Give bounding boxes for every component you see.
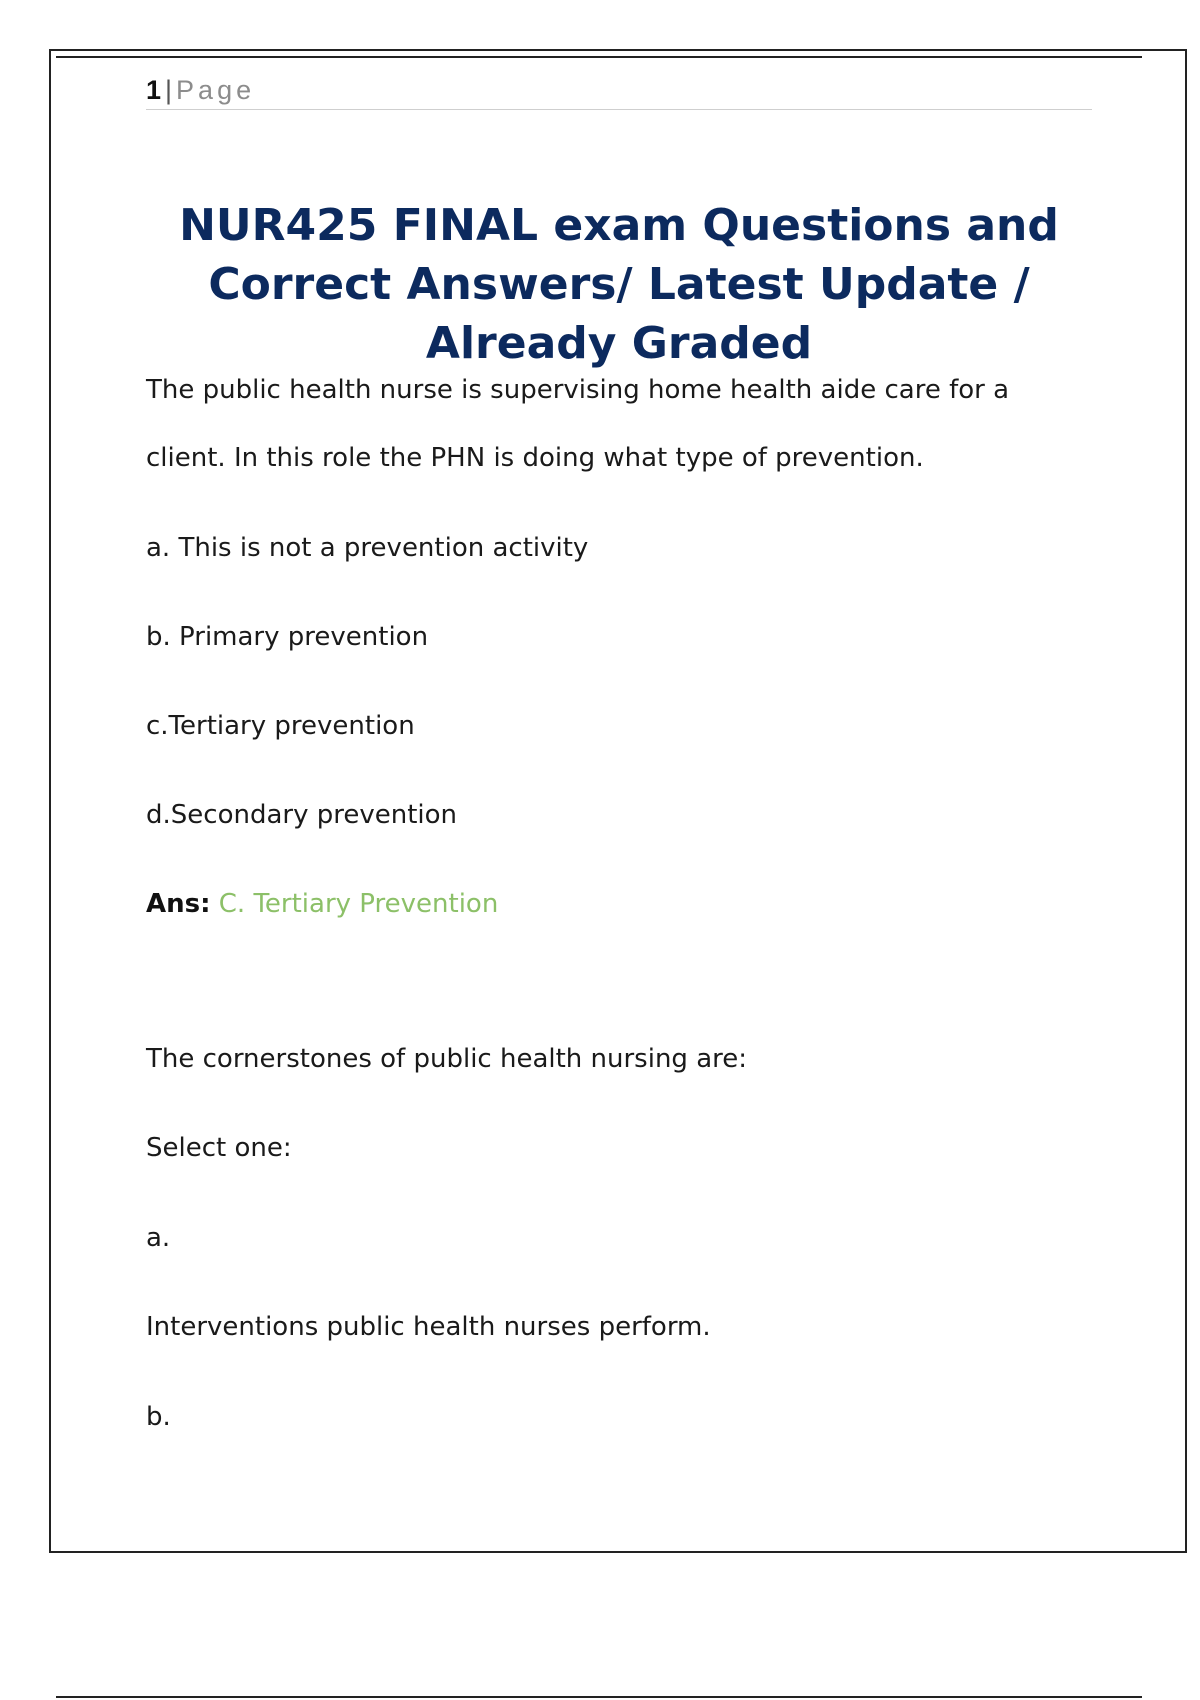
question-1-stem-line-2: client. In this role the PHN is doing what type of prevention. <box>146 443 924 473</box>
next-page-rule <box>56 1696 1142 1698</box>
question-2-option-b-letter: b. <box>146 1402 171 1432</box>
page-label: Page <box>176 75 256 105</box>
question-1-option-d: d.Secondary prevention <box>146 800 458 830</box>
page-header <box>146 72 1092 110</box>
question-1-answer <box>146 886 498 922</box>
document-title: NUR425 FINAL exam Questions and Correct Answers/ Latest Update / Already Graded <box>179 200 1059 369</box>
page-number: 1 <box>146 75 162 105</box>
question-1-option-b: b. Primary prevention <box>146 622 429 652</box>
question-2-instruction: Select one: <box>146 1133 292 1163</box>
question-1-stem-line-1: The public health nurse is supervising home health aide care for a <box>146 375 1010 405</box>
question-1-option-a: a. This is not a prevention activity <box>146 533 589 563</box>
question-2-option-a-letter: a. <box>146 1223 171 1253</box>
question-1-option-c: c.Tertiary prevention <box>146 711 415 741</box>
top-rule <box>56 56 1142 58</box>
answer-label: Ans: <box>146 889 211 919</box>
question-2-option-a-text: Interventions public health nurses perform. <box>146 1312 711 1342</box>
answer-value: C. Tertiary Prevention <box>218 889 499 919</box>
question-2-stem: The cornerstones of public health nursing are: <box>146 1044 748 1074</box>
page-separator: | <box>165 75 173 105</box>
